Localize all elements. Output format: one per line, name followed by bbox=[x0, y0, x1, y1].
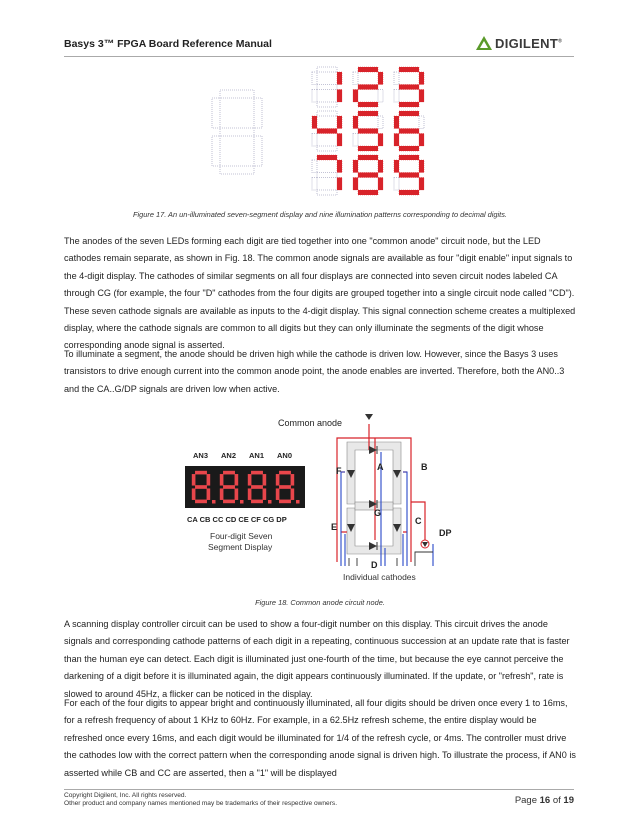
segment-b bbox=[419, 116, 424, 129]
digit-pattern-3 bbox=[394, 67, 424, 107]
segment-g bbox=[399, 173, 419, 178]
segment-g bbox=[358, 173, 378, 178]
segment-letter-c: C bbox=[415, 516, 422, 526]
segment-g bbox=[279, 485, 291, 488]
segment-b bbox=[378, 116, 383, 129]
segment-c bbox=[337, 178, 342, 191]
segment-a bbox=[317, 155, 337, 160]
segment-d bbox=[399, 102, 419, 107]
segment-b bbox=[337, 116, 342, 129]
segment-d bbox=[317, 190, 337, 195]
segment-b bbox=[263, 474, 266, 485]
segment-b bbox=[337, 160, 342, 173]
segment-d bbox=[317, 102, 337, 107]
segment-c bbox=[419, 178, 424, 191]
segment-a bbox=[279, 471, 291, 474]
segment-b bbox=[291, 474, 294, 485]
segment-c bbox=[337, 134, 342, 147]
segment-d bbox=[358, 190, 378, 195]
segment-f bbox=[394, 160, 399, 173]
segment-e bbox=[276, 489, 279, 500]
segment-e bbox=[212, 136, 220, 166]
segment-g bbox=[399, 85, 419, 90]
figure-17-seven-segment-patterns bbox=[200, 62, 440, 200]
display-label-line1: Four-digit Seven bbox=[210, 531, 273, 541]
segment-d bbox=[399, 190, 419, 195]
footer-legal bbox=[64, 792, 337, 808]
common-anode-label: Common anode bbox=[278, 418, 343, 428]
segment-d bbox=[220, 166, 254, 174]
digit-pattern-7 bbox=[312, 155, 342, 195]
segment-f bbox=[220, 474, 223, 485]
segment-d bbox=[223, 500, 235, 503]
footer-trademark: Other product and company names mentioned may be trademarks of their respective owners. bbox=[64, 800, 338, 807]
segment-c bbox=[263, 489, 266, 500]
segment-g bbox=[195, 485, 207, 488]
segment-a bbox=[220, 90, 254, 98]
segment-f bbox=[312, 116, 317, 129]
digit-pattern-5 bbox=[353, 111, 383, 151]
segment-c bbox=[419, 134, 424, 147]
segment-f bbox=[276, 474, 279, 485]
segment-c bbox=[378, 178, 383, 191]
segment-b bbox=[419, 160, 424, 173]
individual-cathodes-label: Individual cathodes bbox=[343, 572, 416, 582]
segment-d bbox=[399, 146, 419, 151]
footer-copyright: Copyright Digilent, Inc. All rights reserved. bbox=[64, 792, 187, 799]
segment-c bbox=[378, 90, 383, 103]
display-dp-1 bbox=[212, 500, 216, 504]
segment-d bbox=[279, 500, 291, 503]
digit-pattern-9 bbox=[394, 155, 424, 195]
segment-e bbox=[248, 489, 251, 500]
segment-a bbox=[399, 111, 419, 116]
figure-18-common-anode-circuit bbox=[175, 412, 475, 590]
segment-e bbox=[192, 489, 195, 500]
segment-a bbox=[358, 155, 378, 160]
segment-c bbox=[378, 134, 383, 147]
digilent-logo bbox=[476, 34, 562, 52]
display-label-line2: Segment Display bbox=[208, 542, 273, 552]
segment-e bbox=[312, 134, 317, 147]
segment-e bbox=[353, 90, 358, 103]
segment-a bbox=[358, 67, 378, 72]
cathode-labels: CA CB CC CD CE CF CG DP bbox=[187, 515, 287, 524]
paragraph-illuminate-segment: To illuminate a segment, the anode should be driven high while the cathode is driven low. However, since the Basys 3 uses transistors to drive enough current into the common anode point, the anode enables are inverted. Therefore, both the AN0..3 and the CA..G/DP signals are driven low when active. bbox=[64, 349, 565, 394]
segment-b bbox=[378, 160, 383, 173]
figure-18-caption: Figure 18. Common anode circuit node. bbox=[255, 598, 385, 607]
segment-c bbox=[337, 90, 342, 103]
segment-c bbox=[254, 136, 262, 166]
page-number: Page 16 of 19 bbox=[514, 795, 574, 806]
segment-d bbox=[358, 102, 378, 107]
circuit-digit-frame bbox=[347, 442, 401, 554]
segment-f bbox=[353, 116, 358, 129]
segment-f bbox=[212, 98, 220, 128]
segment-f bbox=[353, 160, 358, 173]
anode-label-an3: AN3 bbox=[193, 451, 209, 460]
segment-e bbox=[394, 178, 399, 191]
segment-f bbox=[394, 72, 399, 85]
figure-17-caption: Figure 17. An un-illuminated seven-segment display and nine illumination patterns corresponding to decimal digits. bbox=[133, 210, 507, 219]
segment-a bbox=[399, 67, 419, 72]
paragraph-refresh-rate: For each of the four digits to appear bright and continuously illuminated, all four digits should be driven once every 1 to 16ms, for a refresh frequency of about 1 KHz to 60Hz. For example, in a 62.5Hz refresh scheme, the entire display would be refreshed once every 16ms, and each digit would be illuminated for 1/4 of the refresh cycle, or 4ms. The controller must drive the cathodes low with the correct pattern when the corresponding anode signal is driven high. To illustrate the process, if AN0 is asserted while CB and CC are asserted, then a "1" will be displayed bbox=[64, 698, 576, 778]
header-rule bbox=[64, 56, 574, 57]
segment-diodes bbox=[347, 446, 429, 550]
segment-d bbox=[317, 146, 337, 151]
segment-g bbox=[317, 173, 337, 178]
segment-c bbox=[291, 489, 294, 500]
segment-e bbox=[394, 134, 399, 147]
segment-e bbox=[312, 178, 317, 191]
digit-pattern-1 bbox=[312, 67, 342, 107]
display-dp-4 bbox=[296, 500, 300, 504]
segment-a bbox=[251, 471, 263, 474]
segment-g bbox=[251, 485, 263, 488]
segment-a bbox=[195, 471, 207, 474]
segment-e bbox=[353, 178, 358, 191]
segment-b bbox=[378, 72, 383, 85]
segment-e bbox=[394, 90, 399, 103]
unlit-digit bbox=[212, 90, 262, 174]
segment-g bbox=[358, 85, 378, 90]
segment-f bbox=[394, 116, 399, 129]
segment-g bbox=[399, 129, 419, 134]
segment-letter-b: B bbox=[421, 462, 428, 472]
segment-a bbox=[223, 471, 235, 474]
segment-f bbox=[353, 72, 358, 85]
segment-f bbox=[312, 72, 317, 85]
segment-d bbox=[195, 500, 207, 503]
segment-b bbox=[419, 72, 424, 85]
digit-pattern-8 bbox=[353, 155, 383, 195]
digilent-logo-icon bbox=[476, 36, 492, 50]
segment-b bbox=[235, 474, 238, 485]
segment-b bbox=[337, 72, 342, 85]
segment-letter-e: E bbox=[331, 522, 338, 532]
segment-f bbox=[192, 474, 195, 485]
segment-letter-dp: DP bbox=[439, 528, 452, 538]
segment-g bbox=[220, 128, 254, 136]
segment-e bbox=[353, 134, 358, 147]
segment-a bbox=[317, 111, 337, 116]
segment-g bbox=[317, 85, 337, 90]
segment-d bbox=[251, 500, 263, 503]
digit-pattern-6 bbox=[394, 111, 424, 151]
segment-letter-a: A bbox=[377, 462, 384, 472]
segment-g bbox=[317, 129, 337, 134]
segment-c bbox=[207, 489, 210, 500]
digit-pattern-2 bbox=[353, 67, 383, 107]
segment-a bbox=[317, 67, 337, 72]
segment-letter-f: F bbox=[336, 466, 342, 476]
digit-pattern-4 bbox=[312, 111, 342, 151]
four-digit-display bbox=[185, 466, 305, 508]
segment-a bbox=[399, 155, 419, 160]
segment-e bbox=[220, 489, 223, 500]
anode-label-an1: AN1 bbox=[249, 451, 265, 460]
segment-g bbox=[223, 485, 235, 488]
paragraph-common-anode: The anodes of the seven LEDs forming each digit are tied together into one "common anode" circuit node, but the LED cathodes remain separate, as shown in Fig. 18. The common anode signals are available as four "digit enable" input signals to the 4-digit display. The cathodes of similar segments on all four displays are connected into seven circuit nodes labeled CA through CG (for example, the four "D" cathodes from the four digits are grouped together into a single circuit node called "CD"). These seven cathode signals are available as inputs to the 4-digit display. This signal connection scheme creates a multiplexed display, where the cathode signals are common to all digits but they can only illuminate the segments of the digit whose corresponding anode signal is asserted. bbox=[64, 236, 576, 351]
segment-c bbox=[419, 90, 424, 103]
segment-a bbox=[358, 111, 378, 116]
segment-f bbox=[312, 160, 317, 173]
footer-rule bbox=[64, 789, 574, 790]
segment-c bbox=[235, 489, 238, 500]
segment-letter-d: D bbox=[371, 560, 378, 570]
segment-g bbox=[358, 129, 378, 134]
paragraph-scanning-controller: A scanning display controller circuit can be used to show a four-digit number on this display. This circuit drives the anode signals and corresponding cathode patterns of each digit in a repeating, continuous succession at an update rate that is faster than the human eye can detect. Each digit is illuminated just one-fourth of the time, but because the eye cannot perceive the darkening of a digit before it is illuminated again, the digit appears continuously illuminated. If the update, or "refresh", rate is slowed to around 45Hz, a flicker can be noticed in the display. bbox=[64, 619, 570, 699]
segment-f bbox=[248, 474, 251, 485]
anode-label-an2: AN2 bbox=[221, 451, 237, 460]
anode-label-an0: AN0 bbox=[277, 451, 293, 460]
segment-b bbox=[207, 474, 210, 485]
segment-e bbox=[312, 90, 317, 103]
document-title: Basys 3™ FPGA Board Reference Manual bbox=[64, 38, 272, 50]
display-dp-3 bbox=[268, 500, 272, 504]
segment-letter-g: G bbox=[374, 508, 382, 518]
display-dp-2 bbox=[240, 500, 244, 504]
segment-d bbox=[358, 146, 378, 151]
logo-text: DIGILENT® bbox=[495, 35, 563, 51]
segment-b bbox=[254, 98, 262, 128]
common-anode-arrow-icon bbox=[365, 414, 373, 420]
